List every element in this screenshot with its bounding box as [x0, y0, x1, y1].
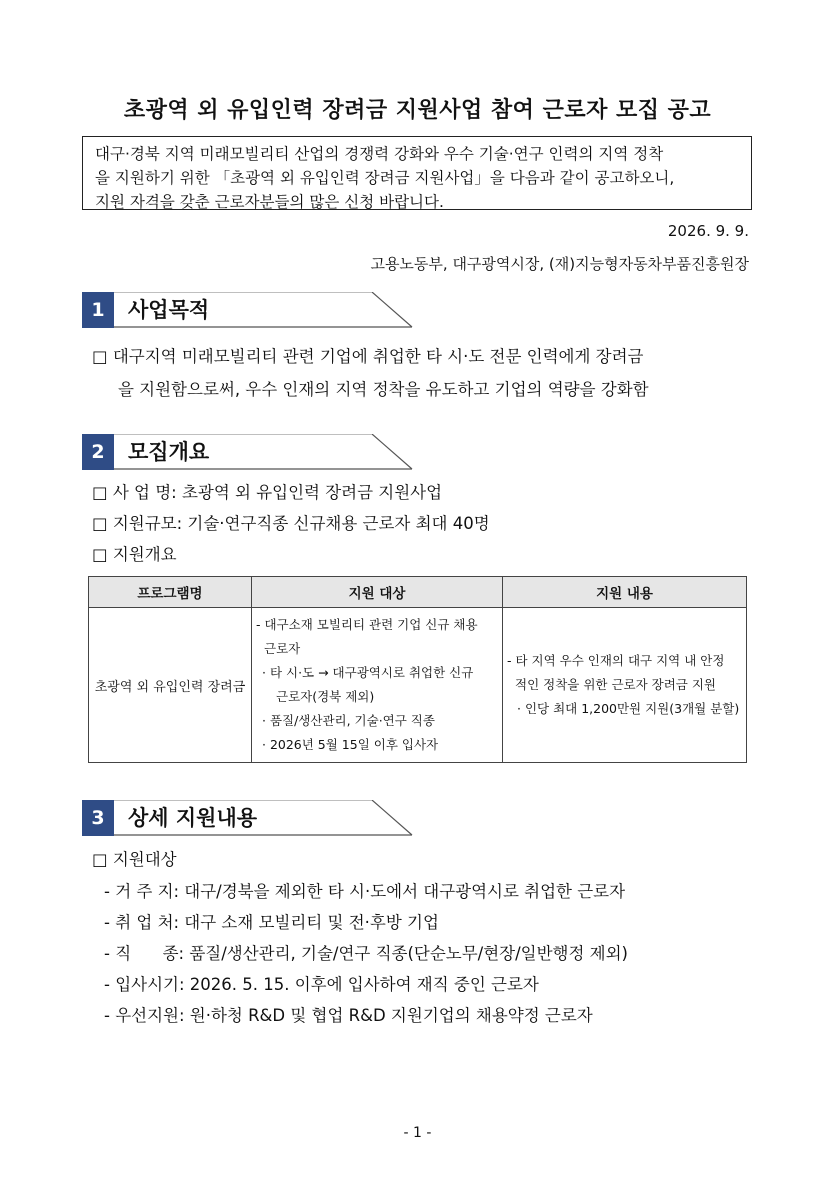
section-header-details — [82, 800, 414, 836]
issuing-organizations: 고용노동부, 대구광역시장, (재)지능형자동차부품진흥원장 — [370, 255, 749, 273]
page-number: - 1 - — [403, 1125, 432, 1141]
intro-box — [82, 136, 752, 210]
purpose-line: 을 지원함으로써, 우수 인재의 지역 정착을 유도하고 기업의 역량을 강화함 — [118, 380, 649, 399]
section-title: 사업목적 — [128, 298, 210, 322]
overview-line: □ 사 업 명: 초광역 외 유입인력 장려금 지원사업 — [92, 483, 443, 502]
detail-heading: □ 지원대상 — [92, 850, 177, 869]
section-header-overview — [82, 434, 414, 470]
intro-line: 지원 자격을 갖춘 근로자분들의 많은 신청 바랍니다. — [95, 193, 444, 211]
section-number: 1 — [82, 292, 114, 328]
target-line: · 품질/생산관리, 기술·연구 직종 — [262, 713, 435, 728]
intro-line: 을 지원하기 위한 「초광역 외 유입인력 장려금 지원사업」을 다음과 같이 공고하오니, — [95, 169, 675, 187]
detail-line: - 입사시기: 2026. 5. 15. 이후에 입사하여 재직 중인 근로자 — [104, 975, 539, 994]
section-header-purpose — [82, 292, 414, 328]
target-line: · 타 시·도 → 대구광역시로 취업한 신규 — [262, 665, 474, 680]
content-line: - 타 지역 우수 인재의 대구 지역 내 안정 — [507, 653, 725, 668]
detail-line: - 취 업 처: 대구 소재 모빌리티 및 전·후방 기업 — [104, 913, 439, 932]
table-row — [89, 608, 747, 763]
target-line: - 대구소재 모빌리티 관련 기업 신규 채용 — [256, 617, 478, 632]
intro-line: 대구·경북 지역 미래모빌리티 산업의 경쟁력 강화와 우수 기술·연구 인력의 지역 정착 — [95, 145, 664, 163]
program-name-cell: 초광역 외 유입인력 장려금 — [89, 608, 252, 763]
target-line: · 2026년 5월 15일 이후 입사자 — [262, 737, 439, 752]
content-line: 적인 정착을 위한 근로자 장려금 지원 — [515, 677, 716, 692]
announcement-date: 2026. 9. 9. — [667, 222, 749, 240]
target-line: 근로자 — [264, 641, 301, 656]
overview-line: □ 지원규모: 기술·연구직종 신규채용 근로자 최대 40명 — [92, 514, 490, 533]
section-number: 3 — [82, 800, 114, 836]
content-line: · 인당 최대 1,200만원 지원(3개월 분할) — [517, 701, 740, 716]
page-title: 초광역 외 유입인력 장려금 지원사업 참여 근로자 모집 공고 — [123, 98, 712, 123]
detail-line: - 직 종: 품질/생산관리, 기술/연구 직종(단순노무/현장/일반행정 제외) — [104, 944, 628, 963]
overview-line: □ 지원개요 — [92, 545, 177, 564]
detail-line: - 거 주 지: 대구/경북을 제외한 타 시·도에서 대구광역시로 취업한 근로자 — [104, 882, 626, 901]
support-overview-table — [88, 576, 747, 763]
purpose-line: □ 대구지역 미래모빌리티 관련 기업에 취업한 타 시·도 전문 인력에게 장려금 — [92, 347, 644, 366]
section-title: 모집개요 — [128, 440, 210, 464]
section-title: 상세 지원내용 — [128, 806, 258, 830]
target-line: 근로자(경북 제외) — [276, 689, 375, 704]
table-header: 지원 내용 — [503, 577, 747, 608]
content-cell — [503, 608, 747, 763]
target-cell — [252, 608, 503, 763]
table-header: 지원 대상 — [252, 577, 503, 608]
table-header: 프로그램명 — [89, 577, 252, 608]
table-header-row — [89, 577, 747, 608]
detail-line: - 우선지원: 원·하청 R&D 및 협업 R&D 지원기업의 채용약정 근로자 — [104, 1006, 593, 1025]
section-number: 2 — [82, 434, 114, 470]
